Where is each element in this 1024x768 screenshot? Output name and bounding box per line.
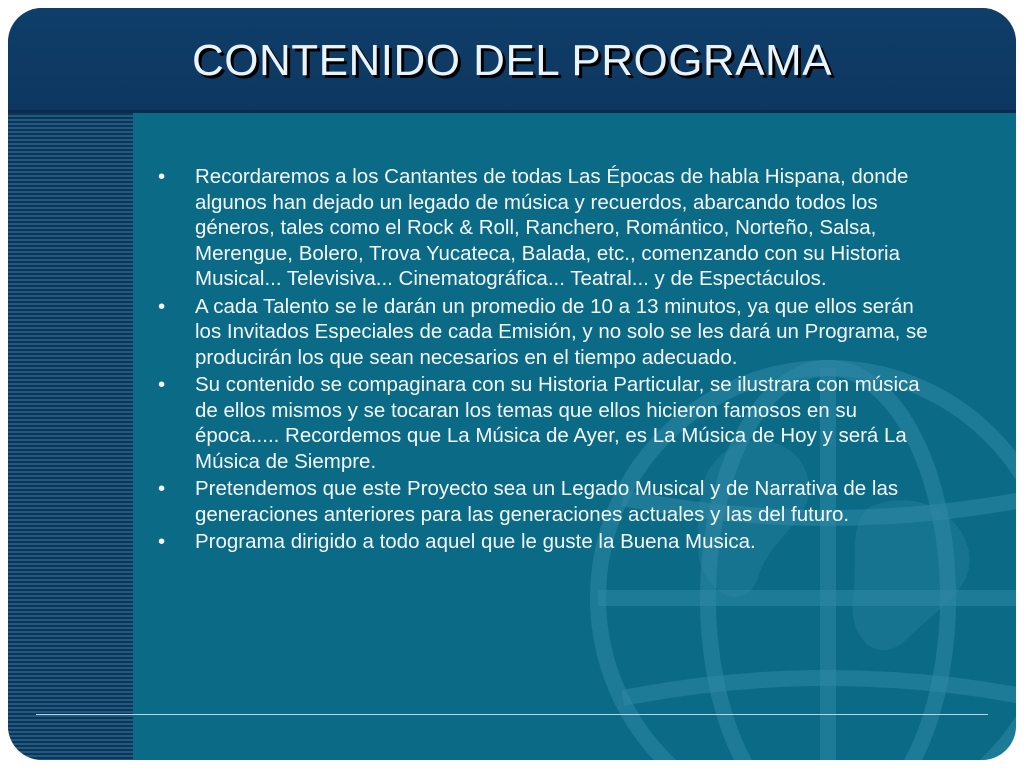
- slide: [8, 8, 1016, 760]
- title-divider: [8, 110, 1016, 113]
- striped-side-panel: [8, 113, 133, 760]
- slide-title: CONTENIDO DEL PROGRAMA: [191, 36, 833, 85]
- bullet-item: [158, 372, 933, 474]
- bullet-text: Pretendemos que este Proyecto sea un Legado Musical y de Narrativa de las generaciones anteriores para las generaciones actuales y las del futuro.: [195, 477, 899, 526]
- bullet-text: A cada Talento se le darán un promedio de 10 a 13 minutos, ya que ellos serán los Invitados Especiales de cada Emisión, y no solo se les dará un Programa, se producirán los que sean necesarios en el tiempo adecuado.: [195, 294, 928, 369]
- bullet-item: [158, 476, 933, 527]
- bullet-marker: •: [158, 477, 166, 500]
- bullet-marker: •: [158, 530, 166, 553]
- bullet-marker: •: [158, 165, 166, 188]
- bullet-item: [158, 164, 933, 292]
- bullet-text: Recordaremos a los Cantantes de todas Las Épocas de habla Hispana, donde algunos han dejado un legado de música y recuerdos, abarcando todos los géneros, tales como el Rock & Roll, Ranchero, Romántico, Norteño, Salsa, Merengue, Bolero, Trova Yucateca, Balada, etc., comenzando con su Historia Musical... Televisiva... Cinematográfica... Teatral... y de Espectáculos.: [195, 165, 909, 290]
- bullet-text: Su contenido se compaginara con su Historia Particular, se ilustrara con música de ellos mismos y se tocaran los temas que ellos hicieron famosos en su época..... Recordemos que La Música de Ayer, es La Música de Hoy y será La Música de Siempre.: [195, 373, 920, 473]
- slide-content: [158, 164, 933, 557]
- bullet-marker: •: [158, 294, 166, 318]
- bullet-text: Programa dirigido a todo aquel que le guste la Buena Musica.: [195, 530, 756, 553]
- bullet-marker: •: [158, 373, 166, 396]
- bullet-list: [158, 164, 933, 555]
- footer-divider: [36, 714, 988, 715]
- bullet-item: [158, 294, 933, 371]
- bullet-item: [158, 529, 933, 555]
